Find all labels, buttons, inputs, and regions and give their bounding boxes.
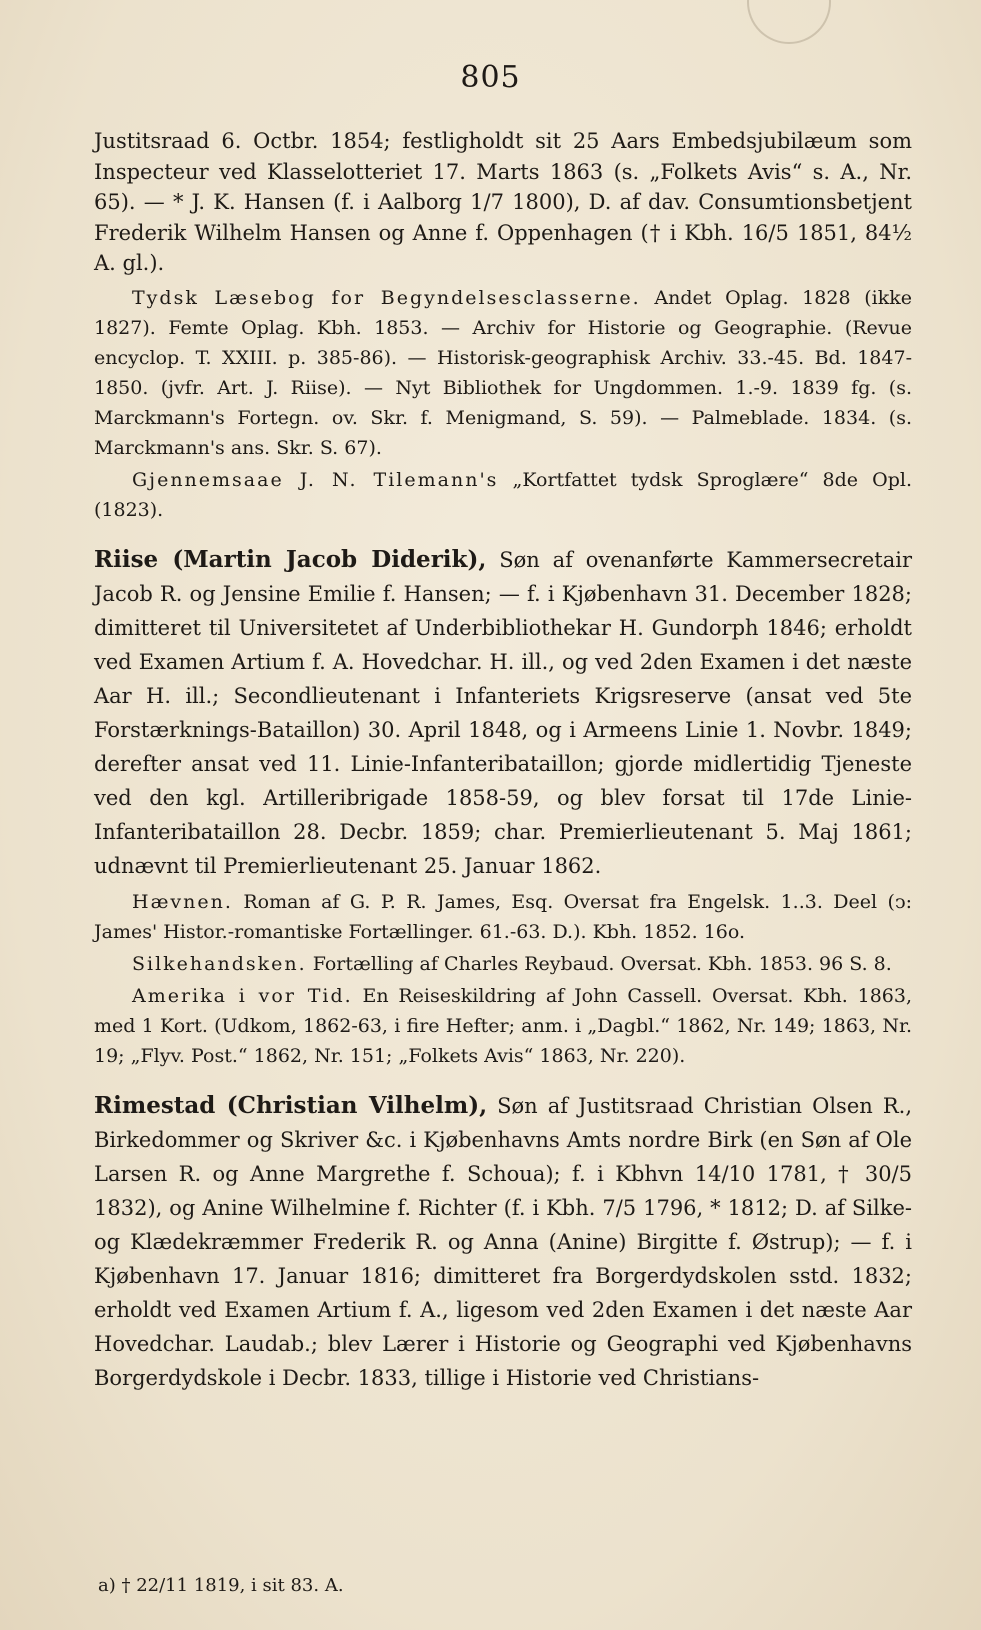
- biography-entry-rimestad: [94, 1089, 912, 1395]
- citation-paragraph: [94, 981, 912, 1071]
- entry-text: Søn af Justitsraad Christian Olsen R., Birkedommer og Skriver &c. i Kjøbenhavns Amts nordre Birk (en Søn af Ole Larsen R. og Anne Margrethe f. Schoua); f. i Kbhvn 14/10 1781, † 30/5 1832), og Anine Wilhelmine f. Richter (f. i Kbh. 7/5 1796, * 1812; D. af Silke- og Klædekræmmer Frederik R. og Anna (Anine) Birgitte f. Østrup); — f. i Kjøbenhavn 17. Januar 1816; dimitteret fra Borgerdydskolen sstd. 1832; erholdt ved Examen Artium f. A., ligesom ved 2den Examen i det næste Aar Hovedchar. Laudab.; blev Lærer i Historie og Geographi ved Kjøbenhavns Borgerdydskole i Decbr. 1833, tillige i Historie ved Christians-: [94, 1093, 912, 1390]
- page-number: 805: [460, 60, 521, 95]
- entry-name: Riise (Martin Jacob Diderik),: [94, 545, 487, 573]
- citation-title: Tydsk Læsebog for Begyndelsesclasserne.: [132, 286, 641, 309]
- continuation-paragraph: Justitsraad 6. Octbr. 1854; festligholdt sit 25 Aars Embedsjubilæum som Inspecteur ved Klasselotteriet 17. Marts 1863 (s. „Folkets Avis“ s. A., Nr. 65). — * J. K. Hansen (f. i Aalborg 1/7 1800), D. af dav. Consumtionsbetjent Frederik Wilhelm Hansen og Anne f. Oppenhagen († i Kbh. 16/5 1851, 84½ A. gl.).: [94, 129, 912, 275]
- citation-paragraph: [94, 283, 912, 463]
- citation-paragraph: [94, 465, 912, 525]
- citation-text: Roman af G. P. R. James, Esq. Oversat fra Engelsk. 1..3. Deel (ↄ: James' Histor.-romantiske Fortællinger. 61.-63. D.). Kbh. 1852. 16o.: [94, 890, 912, 943]
- citation-title: Hævnen.: [132, 890, 233, 913]
- page-body: [94, 126, 912, 1395]
- citation-paragraph: [94, 887, 912, 947]
- citation-text: En Reiseskildring af John Cassell. Oversat. Kbh. 1863, med 1 Kort. (Udkom, 1862-63, i fire Hefter; anm. i „Dagbl.“ 1862, Nr. 149; 1863, Nr. 19; „Flyv. Post.“ 1862, Nr. 151; „Folkets Avis“ 1863, Nr. 220).: [94, 984, 912, 1067]
- citation-text: „Kortfattet tydsk Sproglære“ 8de Opl. (1823).: [94, 468, 912, 521]
- biography-entry-riise: [94, 543, 912, 883]
- citation-title: Gjennemsaae J. N. Tilemann's: [132, 468, 499, 491]
- footnote: a) † 22/11 1819, i sit 83. A.: [98, 1575, 344, 1596]
- citation-text: Andet Oplag. 1828 (ikke 1827). Femte Oplag. Kbh. 1853. — Archiv for Historie og Geographie. (Revue encyclop. T. XXIII. p. 385-86). — Historisk-geographisk Archiv. 33.-45. Bd. 1847-1850. (jvfr. Art. J. Riise). — Nyt Bibliothek for Ungdommen. 1.-9. 1839 fg. (s. Marckmann's Fortegn. ov. Skr. f. Menigmand, S. 59). — Palmeblade. 1834. (s. Marckmann's ans. Skr. S. 67).: [94, 286, 913, 459]
- citation-title: Amerika i vor Tid.: [132, 984, 353, 1007]
- citation-title: Silkehandsken.: [132, 952, 307, 975]
- citation-paragraph: [94, 949, 912, 979]
- entry-text: Søn af ovenanførte Kammersecretair Jacob R. og Jensine Emilie f. Hansen; — f. i Kjøbenhavn 31. December 1828; dimitteret til Universitetet af Underbibliothekar H. Gundorph 1846; erholdt ved Examen Artium f. A. Hovedchar. H. ill., og ved 2den Examen i det næste Aar H. ill.; Secondlieutenant i Infanteriets Krigsreserve (ansat ved 5te Forstærknings-Bataillon) 30. April 1848, og i Armeens Linie 1. Novbr. 1849; derefter ansat ved 11. Linie-Infanteribataillon; gjorde midlertidig Tjeneste ved den kgl. Artilleribrigade 1858-59, og blev forsat til 17de Linie-Infanteribataillon 28. Decbr. 1859; char. Premierlieutenant 5. Maj 1861; udnævnt til Premierlieutenant 25. Januar 1862.: [94, 547, 912, 878]
- entry-name: Rimestad (Christian Vilhelm),: [94, 1091, 488, 1119]
- citation-text: Fortælling af Charles Reybaud. Oversat. Kbh. 1853. 96 S. 8.: [306, 952, 892, 975]
- page-curl-mark: [747, 0, 831, 44]
